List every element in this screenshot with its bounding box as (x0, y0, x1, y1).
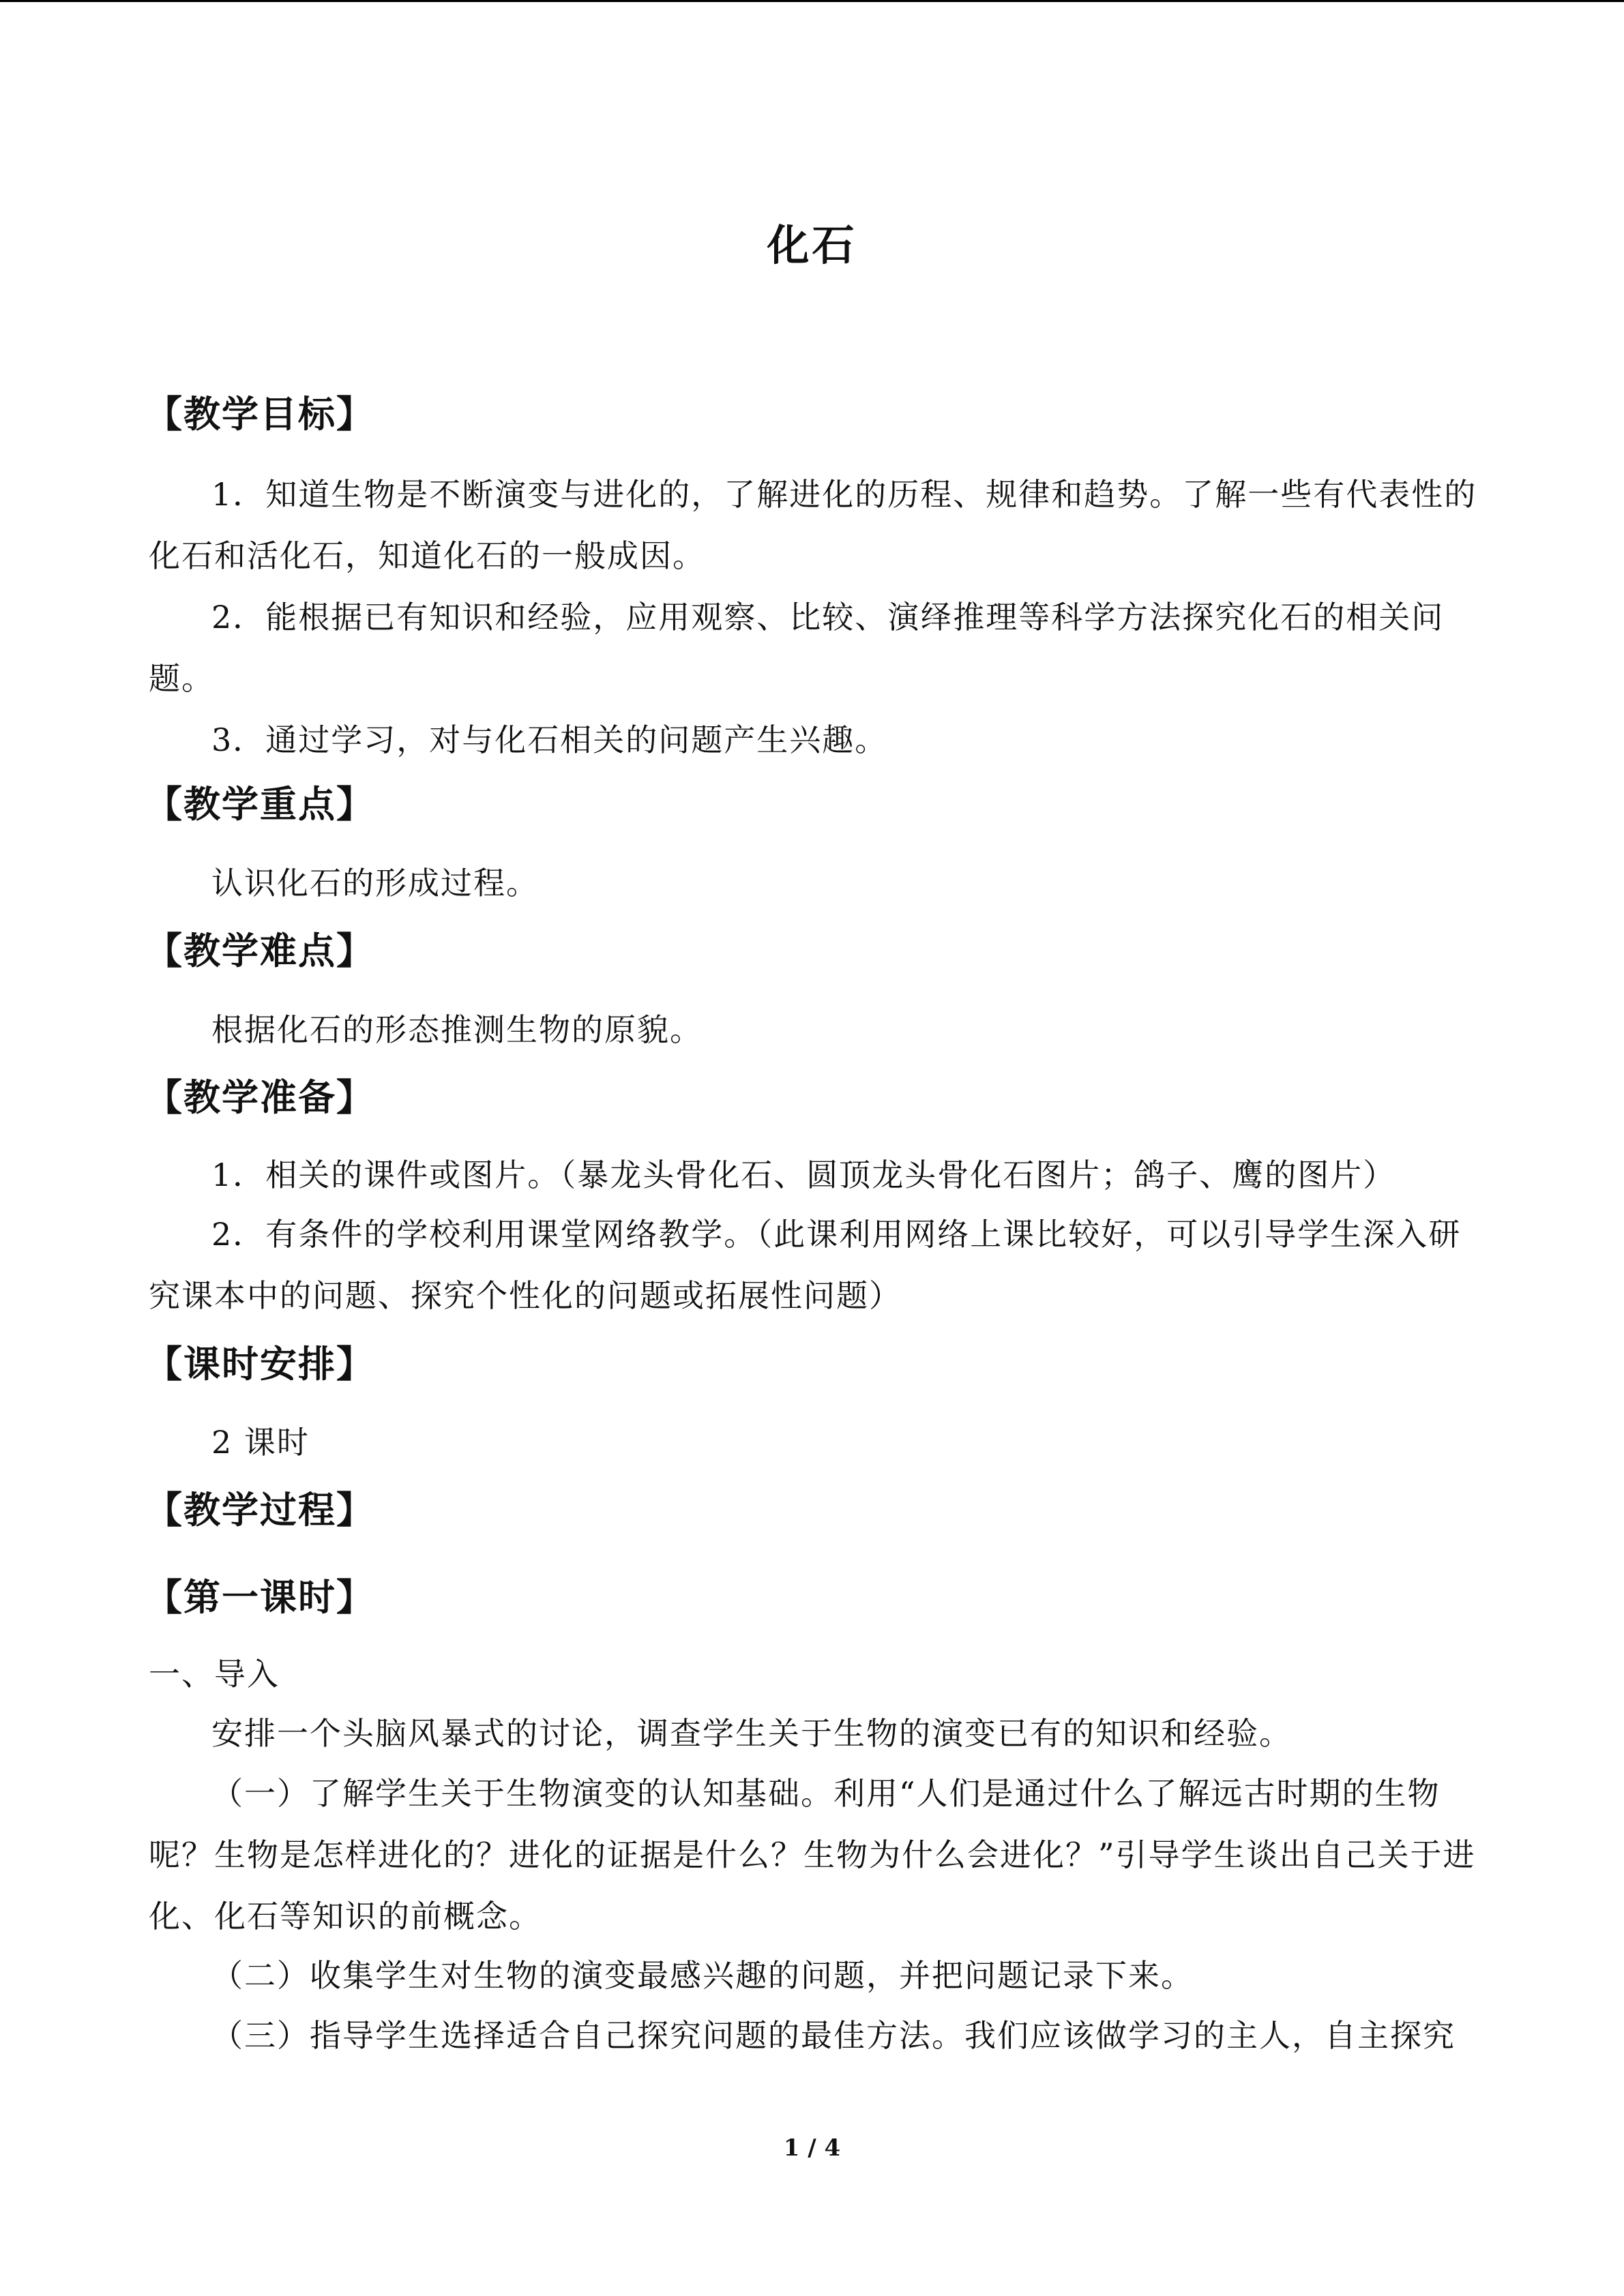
goal-item-3: 3．通过学习，对与化石相关的问题产生兴趣。 (211, 721, 888, 758)
heading-process: 【教学过程】 (145, 1489, 374, 1532)
preparation-item-2: 2．有条件的学校利用课堂网络教学。（此课利用网络上课比较好，可以引导学生深入研究课本中的问题、探究个性化的问题或拓展性问题） (149, 1216, 1462, 1314)
lesson1-paragraph-2: （一）了解学生关于生物演变的认知基础。利用“人们是通过什么了解远古时期的生物呢？生物是怎样进化的？进化的证据是什么？生物为什么会进化？”引导学生谈出自己关于进化、化石等知识的前概念。 (149, 1775, 1476, 1935)
intro-heading: 一、导入 (149, 1656, 280, 1693)
heading-preparation: 【教学准备】 (145, 1076, 374, 1119)
heading-difficulty: 【教学难点】 (145, 929, 374, 972)
page-number: 1 / 4 (783, 2134, 841, 2162)
lesson1-paragraph-4: （三）指导学生选择适合自己探究问题的最佳方法。我们应该做学习的主人，自主探究 (211, 2017, 1456, 2054)
preparation-item-1: 1．相关的课件或图片。（暴龙头骨化石、圆顶龙头骨化石图片；鸽子、鹰的图片） (211, 1157, 1396, 1193)
goal-item-1: 1．知道生物是不断演变与进化的，了解进化的历程、规律和趋势。了解一些有代表性的化石和活化石，知道化石的一般成因。 (149, 476, 1477, 574)
heading-schedule: 【课时安排】 (145, 1343, 374, 1386)
heading-goals: 【教学目标】 (145, 393, 374, 436)
page-title: 化石 (767, 220, 857, 270)
schedule-text: 2 课时 (211, 1424, 310, 1461)
heading-lesson-1: 【第一课时】 (145, 1576, 374, 1619)
difficulty-text: 根据化石的形态推测生物的原貌。 (211, 1011, 703, 1048)
goal-item-2: 2．能根据已有知识和经验，应用观察、比较、演绎推理等科学方法探究化石的相关问题。 (149, 599, 1445, 697)
lesson1-paragraph-3: （二）收集学生对生物的演变最感兴趣的问题，并把问题记录下来。 (211, 1957, 1194, 1994)
heading-focus: 【教学重点】 (145, 783, 374, 826)
lesson1-paragraph-1: 安排一个头脑风暴式的讨论，调查学生关于生物的演变已有的知识和经验。 (211, 1715, 1292, 1752)
focus-text: 认识化石的形成过程。 (211, 865, 539, 901)
